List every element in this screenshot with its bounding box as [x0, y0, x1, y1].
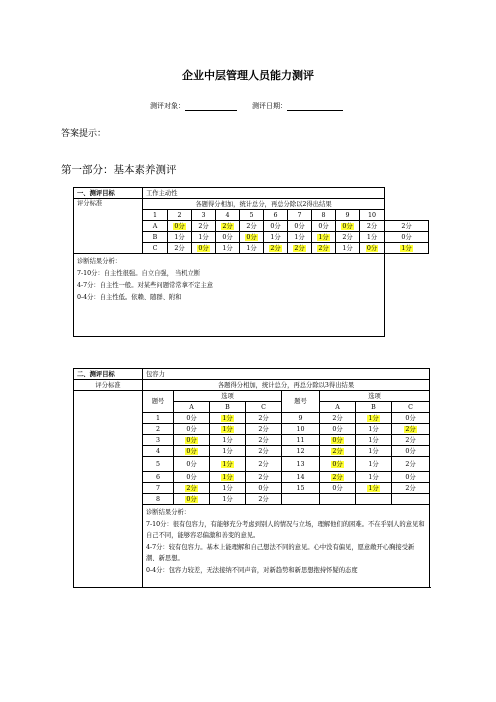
score-cell: 1分 — [312, 232, 336, 243]
section2-criteria-label: 评分标准 — [74, 380, 143, 391]
score-cell: 1分 — [264, 232, 288, 243]
score-cell: 1分 — [210, 494, 246, 505]
options-header: 选项 — [174, 391, 282, 402]
score-cell: 1分 — [168, 232, 192, 243]
score-cell: 0分 — [392, 446, 430, 457]
score-cell: 0分 — [336, 221, 360, 232]
diag-line: 4-7分：自主性一般。对某些问题常常拿不定主意 — [77, 282, 214, 289]
score-cell: 0分 — [174, 446, 210, 457]
score-cell: 0分 — [192, 243, 216, 254]
score-cell: 1分 — [210, 483, 246, 494]
score-cell: 0分 — [246, 483, 282, 494]
date-blank[interactable] — [287, 103, 343, 111]
qnum: 4 — [216, 210, 240, 221]
qnum: 5 — [240, 210, 264, 221]
answer-hint: 答案提示： — [61, 129, 107, 139]
empty-cell — [356, 494, 392, 505]
section1-criteria-label: 评分标准 — [74, 199, 143, 254]
score-cell: 0分 — [392, 413, 430, 424]
score-cell: 1分 — [240, 243, 264, 254]
qnum: 1 — [143, 210, 168, 221]
empty-cell — [392, 494, 430, 505]
score-cell: 2分 — [385, 221, 429, 232]
score-cell: 1分 — [210, 435, 246, 446]
section2-criteria-text: 各题得分相加，统计总分，再总分除以3得出结果 — [143, 380, 430, 391]
object-label: 测评对象： — [150, 102, 185, 110]
document-title: 企业中层管理人员能力测评 — [182, 69, 314, 82]
score-cell: 2分 — [246, 457, 282, 472]
score-cell: 2分 — [320, 413, 356, 424]
score-cell: 2分 — [392, 483, 430, 494]
qno: 4 — [143, 446, 174, 457]
qno: 15 — [282, 483, 320, 494]
score-cell: 2分 — [288, 243, 312, 254]
section2-diagnosis — [143, 505, 430, 588]
score-cell: 1分 — [336, 243, 360, 254]
qno: 9 — [282, 413, 320, 424]
score-cell: 2分 — [392, 457, 430, 472]
score-cell: 2分 — [246, 435, 282, 446]
option-label: A — [143, 221, 168, 232]
score-cell: 2分 — [246, 472, 282, 483]
qnum: 8 — [312, 210, 336, 221]
score-cell: 1分 — [356, 413, 392, 424]
score-cell: 1分 — [288, 232, 312, 243]
diag-line: 0-4分：自主性低。依赖、随群、附和 — [77, 294, 182, 301]
score-cell: 1分 — [216, 243, 240, 254]
score-cell: 2分 — [192, 221, 216, 232]
qno: 3 — [143, 435, 174, 446]
score-cell: 0分 — [174, 413, 210, 424]
qno: 13 — [282, 457, 320, 472]
score-cell: 2分 — [392, 435, 430, 446]
score-cell: 1分 — [192, 232, 216, 243]
part1-title: 第一部分：基本素养测评 — [61, 164, 177, 176]
score-cell: 1分 — [356, 483, 392, 494]
qno: 5 — [143, 457, 174, 472]
qno: 1 — [143, 413, 174, 424]
evaluation-object-field — [150, 101, 237, 111]
qno: 2 — [143, 424, 174, 435]
score-cell: 0分 — [174, 472, 210, 483]
score-cell: 0分 — [320, 457, 356, 472]
opt-a-header: A — [320, 402, 356, 413]
opt-b-header: B — [356, 402, 392, 413]
qno: 7 — [143, 483, 174, 494]
qnum: 7 — [288, 210, 312, 221]
diag-title: 诊断结果分析： — [77, 258, 122, 265]
score-cell: 2分 — [246, 446, 282, 457]
qnum: 6 — [264, 210, 288, 221]
diag-line: 0-4分：包容力较差，无法接纳不同声音，对新趋势和新思想抱持怀疑的态度 — [146, 566, 358, 574]
score-cell: 1分 — [210, 424, 246, 435]
opt-c-header: C — [392, 402, 430, 413]
qno: 12 — [282, 446, 320, 457]
diag-line: 4-7分：较有包容力。基本上能理解和自己想法不同的意见。心中没有偏见，愿意敞开心胸接受新潮、新思想。 — [146, 543, 415, 562]
opt-b-header: B — [210, 402, 246, 413]
score-cell: 1分 — [356, 435, 392, 446]
score-cell: 0分 — [174, 494, 210, 505]
score-cell: 0分 — [240, 232, 264, 243]
score-cell: 2分 — [174, 483, 210, 494]
score-cell: 0分 — [174, 435, 210, 446]
score-cell: 2分 — [216, 221, 240, 232]
score-cell: 0分 — [320, 435, 356, 446]
score-cell: 0分 — [320, 483, 356, 494]
options-header: 选项 — [320, 391, 430, 402]
section1-criteria-text: 各题得分相加，统计总分，再总分除以2得出结果 — [143, 199, 385, 210]
section2-heading: 二、测评目标 — [74, 369, 143, 380]
score-cell: 0分 — [264, 221, 288, 232]
qnum: 9 — [336, 210, 360, 221]
score-cell: 2分 — [240, 221, 264, 232]
score-cell: 2分 — [320, 472, 356, 483]
diag-line: 7-10分：自主性很强。自立自强， 当机立断 — [77, 270, 201, 277]
qno: 6 — [143, 472, 174, 483]
section1-diagnosis — [74, 254, 385, 337]
score-cell: 1分 — [210, 472, 246, 483]
qnum: 3 — [192, 210, 216, 221]
score-cell: 2分 — [320, 446, 356, 457]
empty-cell — [320, 494, 356, 505]
score-cell: 2分 — [246, 494, 282, 505]
score-cell: 2分 — [168, 243, 192, 254]
empty-cell — [282, 494, 320, 505]
score-cell: 0分 — [312, 221, 336, 232]
qno: 11 — [282, 435, 320, 446]
qno: 8 — [143, 494, 174, 505]
option-label: B — [143, 232, 168, 243]
score-cell: 2分 — [246, 413, 282, 424]
score-cell: 0分 — [174, 457, 210, 472]
score-cell: 0分 — [174, 424, 210, 435]
qno: 10 — [282, 424, 320, 435]
score-cell: 2分 — [336, 232, 360, 243]
qno-header: 题号 — [143, 391, 174, 413]
score-cell: 0分 — [168, 221, 192, 232]
object-blank[interactable] — [185, 103, 237, 111]
score-cell: 1分 — [356, 457, 392, 472]
qno: 14 — [282, 472, 320, 483]
score-cell: 2分 — [246, 424, 282, 435]
score-cell: 2分 — [264, 243, 288, 254]
qno-header: 题号 — [282, 391, 320, 413]
section2-table — [73, 368, 430, 588]
opt-c-header: C — [246, 402, 282, 413]
score-cell: 1分 — [210, 457, 246, 472]
score-cell: 1分 — [356, 472, 392, 483]
score-cell: 1分 — [360, 232, 385, 243]
score-cell: 2分 — [392, 424, 430, 435]
section1-target: 工作主动性 — [143, 188, 385, 199]
score-cell: 0分 — [216, 232, 240, 243]
score-cell: 0分 — [385, 232, 429, 243]
qnum: 10 — [360, 210, 385, 221]
qnum: 2 — [168, 210, 192, 221]
score-cell: 0分 — [360, 243, 385, 254]
diag-title: 诊断结果分析： — [146, 509, 191, 516]
section2-target: 包容力 — [143, 369, 430, 380]
section1-table — [73, 187, 429, 337]
score-cell: 1分 — [356, 446, 392, 457]
option-label: C — [143, 243, 168, 254]
evaluation-date-field — [252, 101, 343, 111]
diag-line: 7-10分：很有包容力，有能够充分考虑到别人的情况与立场，理解他们的困难。不在乎别人的意见和自己不同，能够容忍偏激和善变的意见。 — [146, 520, 425, 539]
score-cell: 1分 — [210, 446, 246, 457]
score-cell: 1分 — [210, 413, 246, 424]
opt-a-header: A — [174, 402, 210, 413]
score-cell: 0分 — [288, 221, 312, 232]
score-cell: 0分 — [392, 472, 430, 483]
score-cell: 2分 — [312, 243, 336, 254]
date-label: 测评日期： — [252, 102, 287, 110]
score-cell: 2分 — [360, 221, 385, 232]
score-cell: 0分 — [320, 424, 356, 435]
score-cell: 1分 — [385, 243, 429, 254]
score-cell: 1分 — [356, 424, 392, 435]
section1-heading: 一、测评目标 — [74, 188, 143, 199]
blank-cell — [74, 391, 143, 588]
